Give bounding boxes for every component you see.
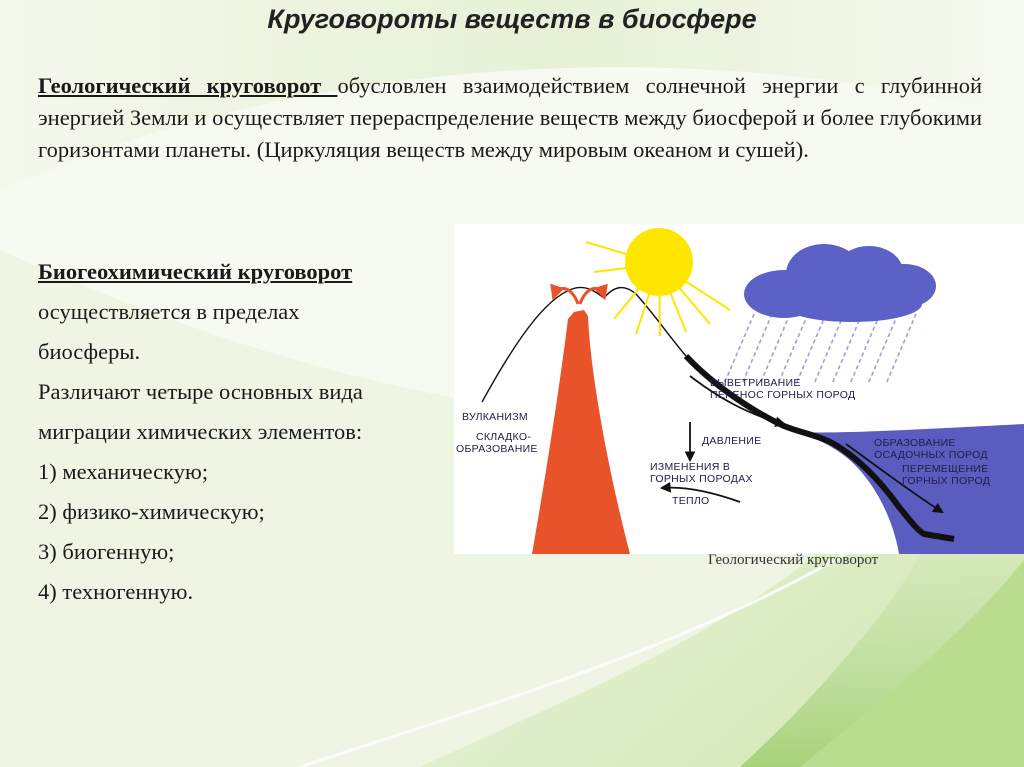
label-movement: ПЕРЕМЕЩЕНИЕ [902, 463, 989, 475]
label-volcanism: ВУЛКАНИЗМ [462, 411, 528, 423]
bio-line: миграции химических элементов: [38, 419, 363, 444]
label-movement: ГОРНЫХ ПОРОД [902, 475, 991, 487]
bio-line: осуществляется в пределах [38, 299, 300, 324]
label-sediment: ОБРАЗОВАНИЕ [874, 437, 956, 449]
bio-line: Различают четыре основных вида [38, 379, 363, 404]
magma-column [532, 310, 630, 554]
cloud-icon [744, 244, 936, 322]
list-item: 2) физико-химическую; [38, 499, 265, 524]
geological-cycle-diagram [454, 224, 1024, 554]
diagram-panel [454, 224, 1024, 554]
label-folding: СКЛАДКО- [476, 431, 532, 443]
label-sediment: ОСАДОЧНЫХ ПОРОД [874, 449, 988, 461]
slide-title: Круговороты веществ в биосфере [267, 4, 757, 34]
list-item: 4) техногенную. [38, 579, 194, 604]
label-pressure: ДАВЛЕНИЕ [702, 435, 762, 447]
biogeochemical-term: Биогеохимический круговорот [38, 259, 353, 284]
label-changes: ИЗМЕНЕНИЯ В [650, 461, 731, 473]
biogeochemical-section [38, 252, 458, 612]
label-weathering: ПЕРЕНОС ГОРНЫХ ПОРОД [710, 389, 856, 401]
list-item: 3) биогенную; [38, 539, 175, 564]
diagram-caption: Геологический круговорот [708, 552, 879, 568]
label-folding: ОБРАЗОВАНИЕ [456, 443, 538, 455]
label-changes: ГОРНЫХ ПОРОДАХ [650, 473, 753, 485]
rain-lines [724, 314, 916, 384]
label-heat: ТЕПЛО [672, 495, 710, 507]
intro-text: обусловлен взаимодействием солнечной энергии с глубинной энергией Земли и осуществляет перераспределение веществ между биосферой и более глубокими горизонтами планеты. (Циркуляция веществ между мировым океаном и сушей). [38, 73, 982, 162]
sun-icon [625, 228, 693, 296]
bio-line: биосферы. [38, 339, 141, 364]
list-item: 1) механическую; [38, 459, 209, 484]
geological-term: Геологический круговорот [38, 73, 338, 98]
intro-paragraph [38, 70, 982, 166]
label-weathering: ВЫВЕТРИВАНИЕ [710, 377, 801, 389]
